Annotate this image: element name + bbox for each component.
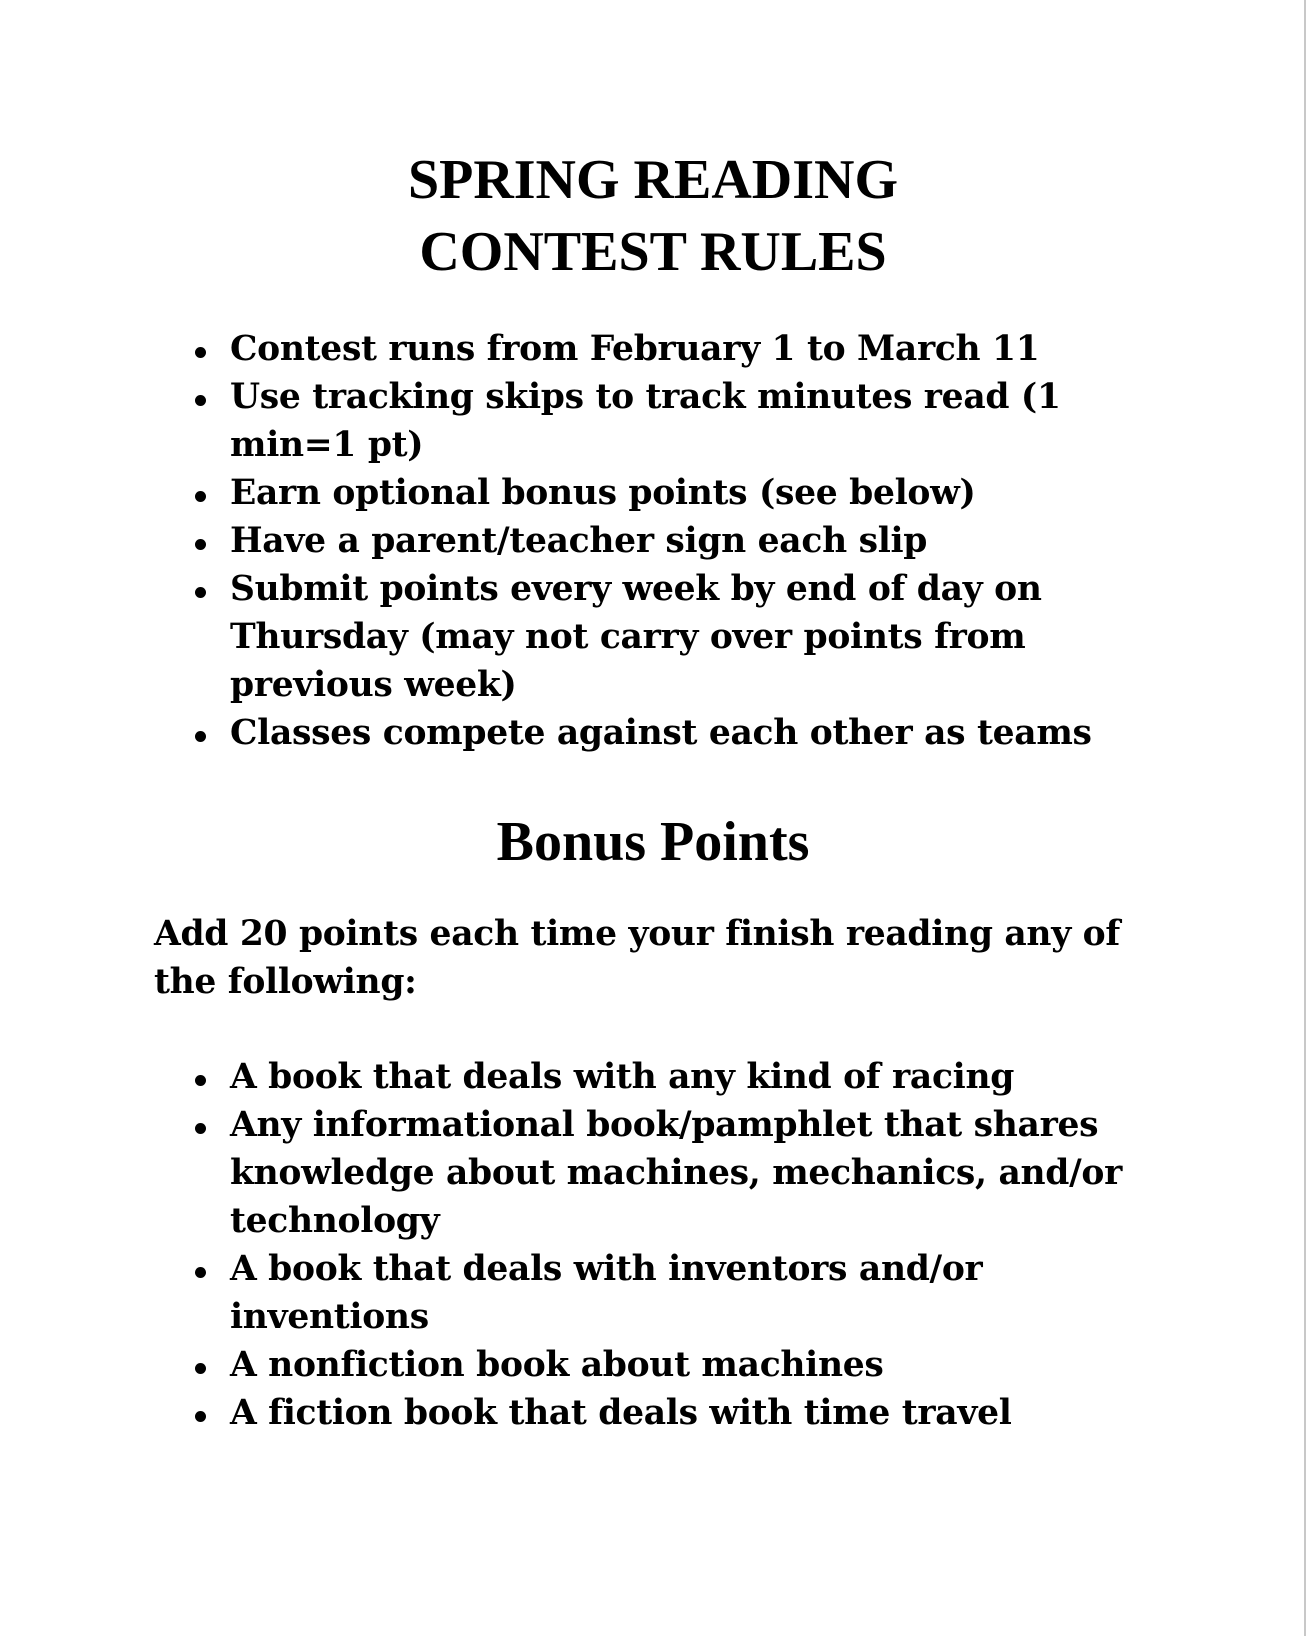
rule-item <box>182 469 1162 517</box>
bonus-item-text: A fiction book that deals with time travel <box>230 1393 1012 1433</box>
bullet-icon <box>195 539 206 550</box>
bonus-item-text: Any informational book/pamphlet that shares knowledge about machines, mechanics, and/or technology <box>230 1105 1123 1241</box>
bonus-item <box>182 1245 1162 1341</box>
bonus-item <box>182 1389 1162 1437</box>
bonus-list <box>182 1053 1162 1437</box>
bonus-item-text: A nonfiction book about machines <box>230 1345 884 1385</box>
rule-text: Classes compete against each other as teams <box>230 713 1092 753</box>
rule-text: Have a parent/teacher sign each slip <box>230 521 928 561</box>
bonus-item-text: A book that deals with inventors and/or inventions <box>230 1249 983 1337</box>
bullet-icon <box>195 1363 206 1374</box>
rule-item <box>182 517 1162 565</box>
bonus-item <box>182 1341 1162 1389</box>
bonus-item-text: A book that deals with any kind of racing <box>230 1057 1015 1097</box>
title-line-1: SPRING READING <box>407 149 899 211</box>
bullet-icon <box>195 1123 206 1134</box>
rule-text: Submit points every week by end of day on Thursday (may not carry over points from previous week) <box>230 569 1042 705</box>
bullet-icon <box>195 731 206 742</box>
rules-list <box>182 325 1162 757</box>
rule-item <box>182 565 1162 709</box>
page-title <box>0 144 1306 288</box>
rule-item <box>182 373 1162 469</box>
rule-item <box>182 709 1162 757</box>
bullet-icon <box>195 1411 206 1422</box>
rule-item <box>182 325 1162 373</box>
rule-text: Earn optional bonus points (see below) <box>230 473 976 513</box>
bullet-icon <box>195 1075 206 1086</box>
bonus-intro: Add 20 points each time your finish reading any of the following: <box>154 914 1120 1002</box>
bullet-icon <box>195 587 206 598</box>
bonus-item <box>182 1101 1162 1245</box>
rule-text: Use tracking skips to track minutes read (1 min=1 pt) <box>230 377 1061 465</box>
title-line-2: CONTEST RULES <box>419 221 887 283</box>
bullet-icon <box>195 1267 206 1278</box>
bullet-icon <box>195 395 206 406</box>
bonus-heading: Bonus Points <box>496 811 810 873</box>
rule-text: Contest runs from February 1 to March 11 <box>230 329 1040 369</box>
bullet-icon <box>195 347 206 358</box>
bullet-icon <box>195 491 206 502</box>
bonus-item <box>182 1053 1162 1101</box>
